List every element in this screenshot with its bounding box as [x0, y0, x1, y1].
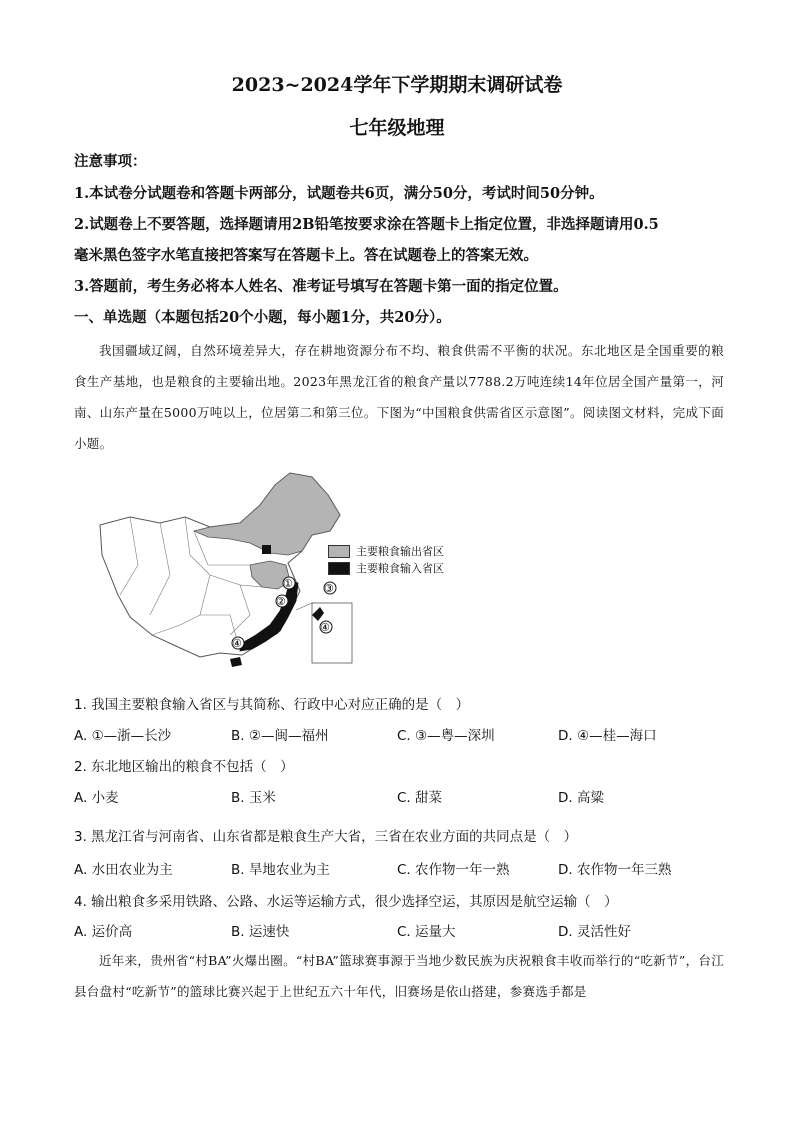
legend-export-swatch — [328, 545, 350, 558]
q1-option-d[interactable]: D. ④—桂—海口 — [558, 728, 657, 744]
hainan-island — [230, 657, 242, 667]
question-4-stem: 4. 输出粮食多采用铁路、公路、水运等运输方式，很少选择空运，其原因是航空运输（ ） — [74, 894, 618, 910]
q4-option-a[interactable]: A. 运价高 — [74, 924, 133, 940]
q1-option-a[interactable]: A. ①—浙—长沙 — [74, 728, 172, 744]
question-1-stem: 1. 我国主要粮食输入省区与其简称、行政中心对应正确的是（ ） — [74, 697, 470, 713]
legend-import-swatch — [328, 562, 350, 575]
notice-item-3: 3.答题前，考生务必将本人姓名、准考证号填写在答题卡第一面的指定位置。 — [74, 278, 568, 295]
exam-subtitle: 七年级地理 — [349, 117, 445, 139]
q2-option-c[interactable]: C. 甜菜 — [397, 790, 443, 806]
question-3-stem: 3. 黑龙江省与河南省、山东省都是粮食生产大省，三省在农业方面的共同点是（ ） — [74, 829, 578, 845]
notice-item-2-cont: 毫米黑色签字水笔直接把答案写在答题卡上。答在试题卷上的答案无效。 — [74, 247, 538, 264]
q2-option-b[interactable]: B. 玉米 — [231, 790, 276, 806]
q4-option-d[interactable]: D. 灵活性好 — [558, 924, 631, 940]
notice-item-2: 2.试题卷上不要答题，选择题请用2B铅笔按要求涂在答题卡上指定位置，非选择题请用0.5 — [74, 216, 659, 233]
marker-2: ② — [276, 595, 286, 608]
marker-3: ③ — [324, 582, 334, 595]
import-region-beijing — [262, 545, 271, 554]
notice-heading: 注意事项： — [74, 153, 147, 170]
china-grain-map — [90, 465, 470, 675]
q1-option-b[interactable]: B. ②—闽—福州 — [231, 728, 329, 744]
legend-import-label: 主要粮食输入省区 — [356, 562, 444, 575]
reading-passage-2: 近年来，贵州省“村BA”火爆出圈。“村BA”篮球赛事源于当地少数民族为庆祝粮食丰收而举行的“吃新节”，台江县台盘村“吃新节”的篮球比赛兴起于上世纪五六十年代，旧赛场是依山搭建，参赛选手都是 — [74, 953, 724, 999]
exam-title: 2023~2024学年下学期期末调研试卷 — [231, 74, 563, 96]
q3-option-a[interactable]: A. 水田农业为主 — [74, 862, 173, 878]
q3-option-c[interactable]: C. 农作物一年一熟 — [397, 862, 510, 878]
q2-option-d[interactable]: D. 高粱 — [558, 790, 604, 806]
reading-passage-1: 我国疆域辽阔，自然环境差异大，存在耕地资源分布不均、粮食供需不平衡的状况。东北地区是全国重要的粮食生产基地，也是粮食的主要输出地。2023年黑龙江省的粮食产量以7788.2万吨连续14年位居全国产量第一，河南、山东产量在5000万吨以上，位居第二和第三位。下图为“中国粮食供需省区示意图”。阅读图文材料，完成下面小题。 — [74, 343, 724, 451]
marker-4: ④ — [320, 621, 330, 634]
q3-option-b[interactable]: B. 旱地农业为主 — [231, 862, 330, 878]
notice-item-1: 1.本试卷分试题卷和答题卡两部分，试题卷共6页，满分50分，考试时间50分钟。 — [74, 185, 604, 202]
q4-option-b[interactable]: B. 运速快 — [231, 924, 290, 940]
svg-text:④: ④ — [232, 637, 242, 650]
section-title: 一、单选题（本题包括20个小题，每小题1分，共20分）。 — [74, 309, 451, 326]
marker-1: ① — [283, 577, 293, 590]
q4-option-c[interactable]: C. 运量大 — [397, 924, 456, 940]
legend-export-label: 主要粮食输出省区 — [356, 545, 444, 558]
question-2-stem: 2. 东北地区输出的粮食不包括（ ） — [74, 759, 294, 775]
q2-option-a[interactable]: A. 小麦 — [74, 790, 119, 806]
q1-option-c[interactable]: C. ③—粤—深圳 — [397, 728, 495, 744]
q3-option-d[interactable]: D. 农作物一年三熟 — [558, 862, 672, 878]
